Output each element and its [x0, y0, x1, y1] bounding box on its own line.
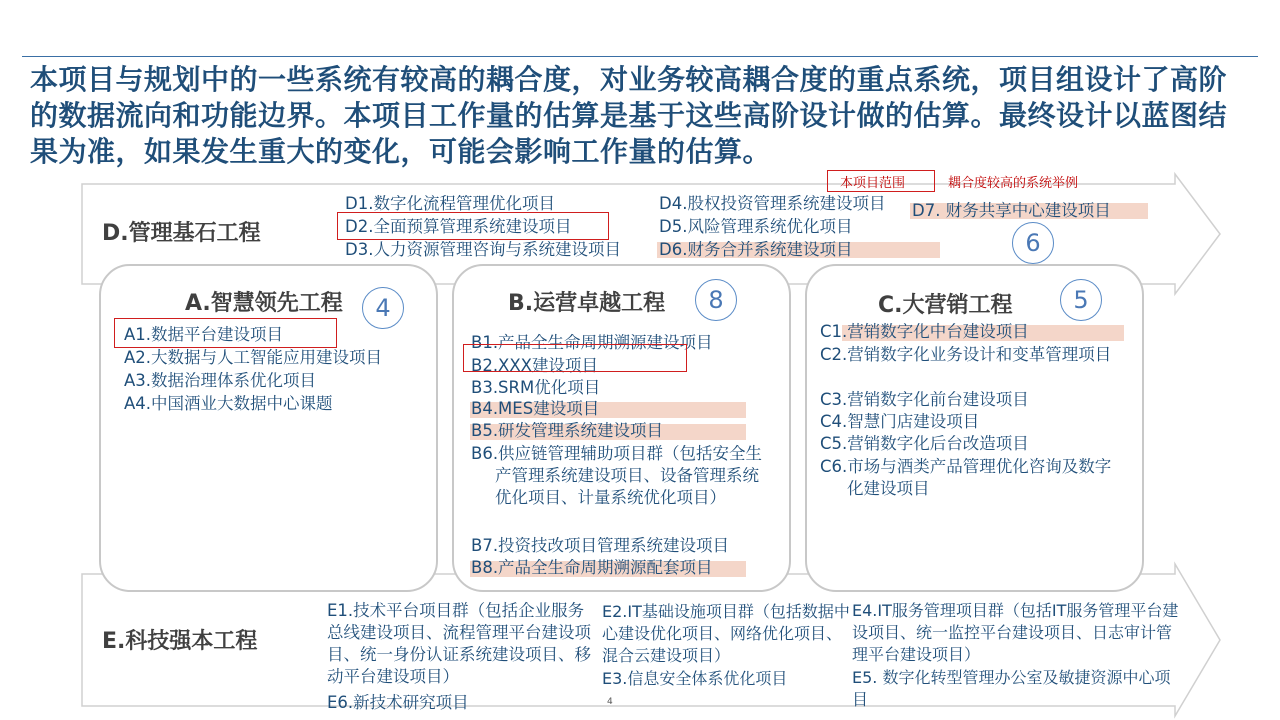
item-e2: E2.IT基础设施项目群（包括数据中心建设优化项目、网络优化项目、混合云建设项目） [602, 602, 850, 665]
item-b1: B1.产品全生命周期溯源建设项目 [471, 333, 713, 352]
item-c4: C4.智慧门店建设项目 [820, 412, 980, 431]
item-c2: C2.营销数字化业务设计和变革管理项目 [820, 345, 1112, 364]
item-c5: C5.营销数字化后台改造项目 [820, 434, 1029, 453]
d-section-title: D.管理基石工程 [102, 221, 261, 246]
item-b7: B7.投资技改项目管理系统建设项目 [471, 536, 730, 555]
item-d2: D2.全面预算管理系统建设项目 [345, 217, 572, 236]
item-e6: E6.新技术研究项目 [327, 693, 469, 712]
item-c6: C6.市场与酒类产品管理优化咨询及数字化建设项目 [820, 457, 1112, 498]
c-count-circle: 5 [1060, 279, 1102, 321]
item-b3: B3.SRM优化项目 [471, 378, 601, 397]
item-d4: D4.股权投资管理系统建设项目 [659, 194, 886, 213]
b-section-title: B.运营卓越工程 [508, 291, 666, 316]
item-b8: B8.产品全生命周期溯源配套项目 [471, 558, 713, 577]
item-d3: D3.人力资源管理咨询与系统建设项目 [345, 240, 621, 259]
b-count-circle: 8 [695, 279, 737, 321]
item-a2: A2.大数据与人工智能应用建设项目 [124, 348, 383, 367]
c-section-title: C.大营销工程 [878, 293, 1013, 318]
scope-box-b2 [463, 344, 687, 372]
page-number: 4 [607, 697, 613, 707]
item-a1: A1.数据平台建设项目 [124, 325, 284, 344]
item-b2: B2.XXX建设项目 [471, 356, 598, 375]
item-e1: E1.技术平台项目群（包括企业服务总线建设项目、流程管理平台建设项目、统一身份认证系统建设项目、移动平台建设项目） [327, 601, 591, 686]
scope-box-d2 [337, 212, 609, 240]
item-e5: E5. 数字化转型管理办公室及敏捷资源中心项目 [852, 668, 1171, 709]
item-d7: D7. 财务共享中心建设项目 [912, 201, 1111, 220]
e-section-title: E.科技强本工程 [102, 629, 258, 654]
item-b4: B4.MES建设项目 [471, 399, 600, 418]
a-count-circle: 4 [362, 287, 404, 329]
item-d1: D1.数字化流程管理优化项目 [345, 194, 555, 213]
a-section-title: A.智慧领先工程 [185, 291, 343, 316]
slide-headline: 本项目与规划中的一些系统有较高的耦合度，对业务较高耦合度的重点系统，项目组设计了高阶的数据流向和功能边界。本项目工作量的估算是基于这些高阶设计做的估算。最终设计以蓝图结果为准，如果发生重大的变化，可能会影响工作量的估算。 [30, 63, 1228, 168]
legend-scope-label: 本项目范围 [840, 176, 906, 191]
item-d6: D6.财务合并系统建设项目 [659, 240, 853, 259]
item-c3: C3.营销数字化前台建设项目 [820, 390, 1029, 409]
legend-coupled-label: 耦合度较高的系统举例 [948, 176, 1079, 191]
item-b6: B6.供应链管理辅助项目群（包括安全生产管理系统建设项目、设备管理系统优化项目、计量系统优化项目） [471, 444, 763, 507]
item-e4: E4.IT服务管理项目群（包括IT服务管理平台建设项目、统一监控平台建设项目、日志审计管理平台建设项目） [852, 601, 1179, 664]
item-a4: A4.中国酒业大数据中心课题 [124, 394, 333, 413]
scope-box-a1 [114, 318, 337, 348]
item-d5: D5.风险管理系统优化项目 [659, 217, 853, 236]
d-count-circle: 6 [1012, 222, 1054, 264]
item-b5: B5.研发管理系统建设项目 [471, 421, 664, 440]
item-c1: C1.营销数字化中台建设项目 [820, 322, 1029, 341]
item-a3: A3.数据治理体系优化项目 [124, 371, 317, 390]
item-e3: E3.信息安全体系优化项目 [602, 669, 788, 688]
